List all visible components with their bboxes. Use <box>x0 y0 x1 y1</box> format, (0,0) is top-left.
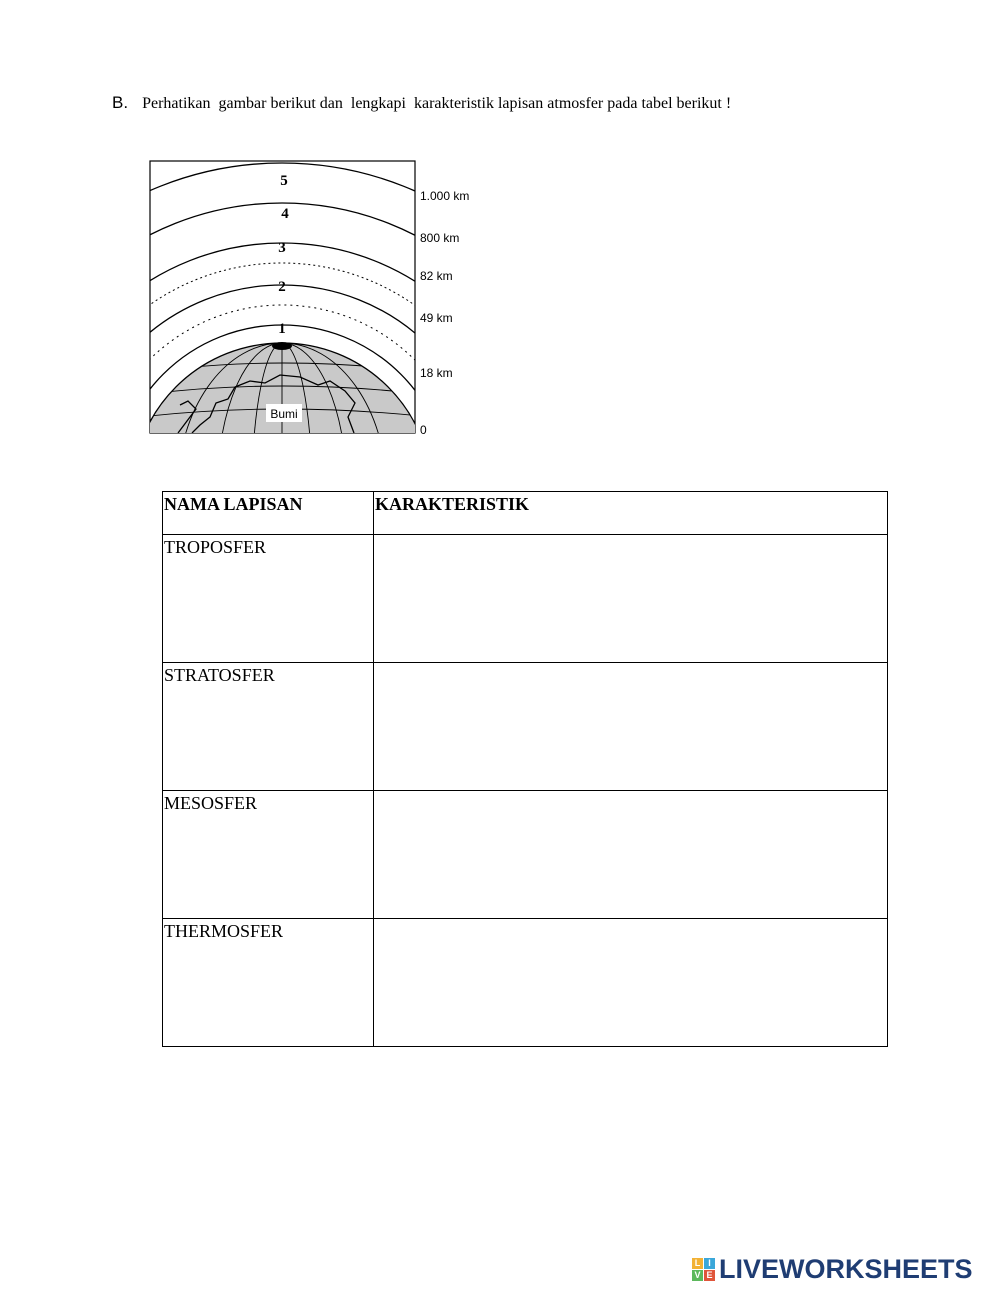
layer-name-thermosfer: THERMOSFER <box>163 919 374 1047</box>
layer-number-3: 3 <box>278 240 286 256</box>
atmosphere-layers-diagram <box>140 155 490 445</box>
liveworksheets-logo[interactable] <box>692 1255 973 1283</box>
altitude-label-18km: 18 km <box>420 366 453 380</box>
atmosphere-diagram-svg <box>140 155 490 445</box>
liveworksheets-icon <box>692 1258 715 1281</box>
logo-letter-i: I <box>704 1258 715 1269</box>
logo-letter-l: L <box>692 1258 703 1269</box>
question-prompt <box>112 93 731 113</box>
altitude-label-49km: 49 km <box>420 311 453 325</box>
earth-label: Bumi <box>270 407 298 421</box>
answer-cell-thermosfer[interactable] <box>374 919 888 1047</box>
layer-number-1: 1 <box>278 321 286 337</box>
question-number: B. <box>112 93 129 112</box>
logo-letter-v: V <box>692 1270 703 1281</box>
logo-letter-e: E <box>704 1270 715 1281</box>
answer-area-stratosfer[interactable] <box>375 664 886 784</box>
altitude-label-800km: 800 km <box>420 231 460 245</box>
table-row <box>163 791 888 919</box>
layer-name-troposfer: TROPOSFER <box>163 535 374 663</box>
altitude-label-82km: 82 km <box>420 269 453 283</box>
layer-number-4: 4 <box>281 206 289 222</box>
altitude-label-1000km: 1.000 km <box>420 189 470 203</box>
table-row <box>163 919 888 1047</box>
table-row <box>163 663 888 791</box>
layer-name-mesosfer: MESOSFER <box>163 791 374 919</box>
atmosphere-characteristics-table <box>162 491 888 1047</box>
answer-area-troposfer[interactable] <box>375 536 886 656</box>
table-row <box>163 535 888 663</box>
answer-cell-troposfer[interactable] <box>374 535 888 663</box>
layer-number-2: 2 <box>278 279 286 295</box>
answer-area-thermosfer[interactable] <box>375 920 886 1040</box>
altitude-label-0: 0 <box>420 423 427 437</box>
layer-number-5: 5 <box>280 173 288 189</box>
answer-area-mesosfer[interactable] <box>375 792 886 912</box>
header-layer-name: NAMA LAPISAN <box>163 492 374 535</box>
answer-cell-mesosfer[interactable] <box>374 791 888 919</box>
layer-name-stratosfer: STRATOSFER <box>163 663 374 791</box>
header-characteristic: KARAKTERISTIK <box>374 492 888 535</box>
question-text: Perhatikan gambar berikut dan lengkapi karakteristik lapisan atmosfer pada tabel berikut ! <box>142 95 732 112</box>
answer-cell-stratosfer[interactable] <box>374 663 888 791</box>
table-header-row <box>163 492 888 535</box>
liveworksheets-wordmark: LIVEWORKSHEETS <box>719 1253 973 1284</box>
